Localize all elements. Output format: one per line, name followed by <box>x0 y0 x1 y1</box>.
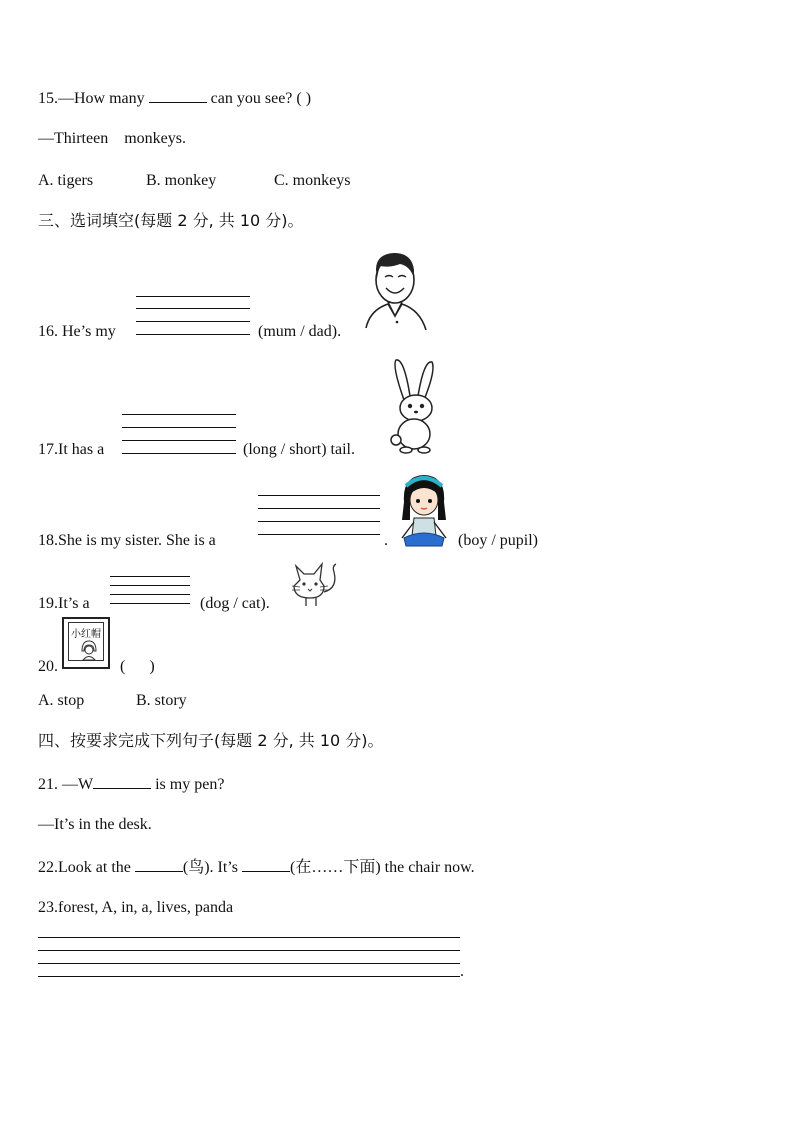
q21-suffix: is my pen? <box>155 776 225 793</box>
q15-option-c[interactable]: C. monkeys <box>274 172 351 189</box>
q18-prefix: 18.She is my sister. She is a <box>38 532 216 549</box>
father-picture-icon <box>362 250 432 332</box>
q23-writing-lines[interactable] <box>38 937 460 977</box>
q22-part2: (鸟). It’s <box>182 859 238 876</box>
q17-writing-lines[interactable] <box>122 414 236 454</box>
q15-answer: —Thirteen monkeys. <box>38 130 186 147</box>
q15-option-a[interactable]: A. tigers <box>38 172 94 189</box>
girl-pupil-picture-icon <box>396 472 452 548</box>
q22-stem <box>38 857 475 878</box>
q16-prefix: 16. He’s my <box>38 323 116 340</box>
q15-option-b[interactable]: B. monkey <box>146 172 217 189</box>
red-riding-hood-icon <box>79 639 99 661</box>
q16-suffix: (mum / dad). <box>258 323 342 340</box>
q15-stem <box>38 88 311 109</box>
book-title: 小红帽 <box>71 629 101 640</box>
q17-prefix: 17.It has a <box>38 441 105 458</box>
q15-stem-prefix: 15.—How many <box>38 90 145 107</box>
q18-writing-lines[interactable] <box>258 495 380 535</box>
q21-blank[interactable] <box>93 774 151 789</box>
q15-stem-suffix: can you see? ( ) <box>210 90 312 107</box>
q17-suffix: (long / short) tail. <box>243 441 355 458</box>
q21-stem <box>38 774 224 795</box>
q23-words: 23.forest, A, in, a, lives, panda <box>38 899 234 916</box>
q21-prefix: 21. —W <box>38 776 94 793</box>
q22-blank-2[interactable] <box>242 857 290 872</box>
section-4-heading: 四、按要求完成下列句子(每题 2 分, 共 10 分)。 <box>38 731 384 750</box>
q16-writing-lines[interactable] <box>136 296 250 336</box>
q19-prefix: 19.It’s a <box>38 595 90 612</box>
q18-period: . <box>384 532 388 549</box>
section-3-heading: 三、选词填空(每题 2 分, 共 10 分)。 <box>38 211 304 230</box>
q18-suffix: (boy / pupil) <box>458 532 538 549</box>
rabbit-picture-icon <box>382 356 442 454</box>
q23-period: . <box>460 963 464 980</box>
q15-blank[interactable] <box>149 88 207 103</box>
q20-number: 20. <box>38 658 58 675</box>
cat-picture-icon <box>290 558 342 608</box>
book-cover <box>68 622 104 661</box>
q22-part1: 22.Look at the <box>38 859 131 876</box>
book-picture-icon <box>62 617 110 669</box>
q20-option-a[interactable]: A. stop <box>38 692 85 709</box>
q20-answer-paren[interactable]: ( ) <box>120 658 155 675</box>
q22-blank-1[interactable] <box>135 857 183 872</box>
q21-answer: —It’s in the desk. <box>38 816 152 833</box>
q20-option-b[interactable]: B. story <box>136 692 187 709</box>
q19-suffix: (dog / cat). <box>200 595 270 612</box>
q22-part3: (在……下面) the chair now. <box>289 859 475 876</box>
q19-writing-lines[interactable] <box>110 576 190 606</box>
